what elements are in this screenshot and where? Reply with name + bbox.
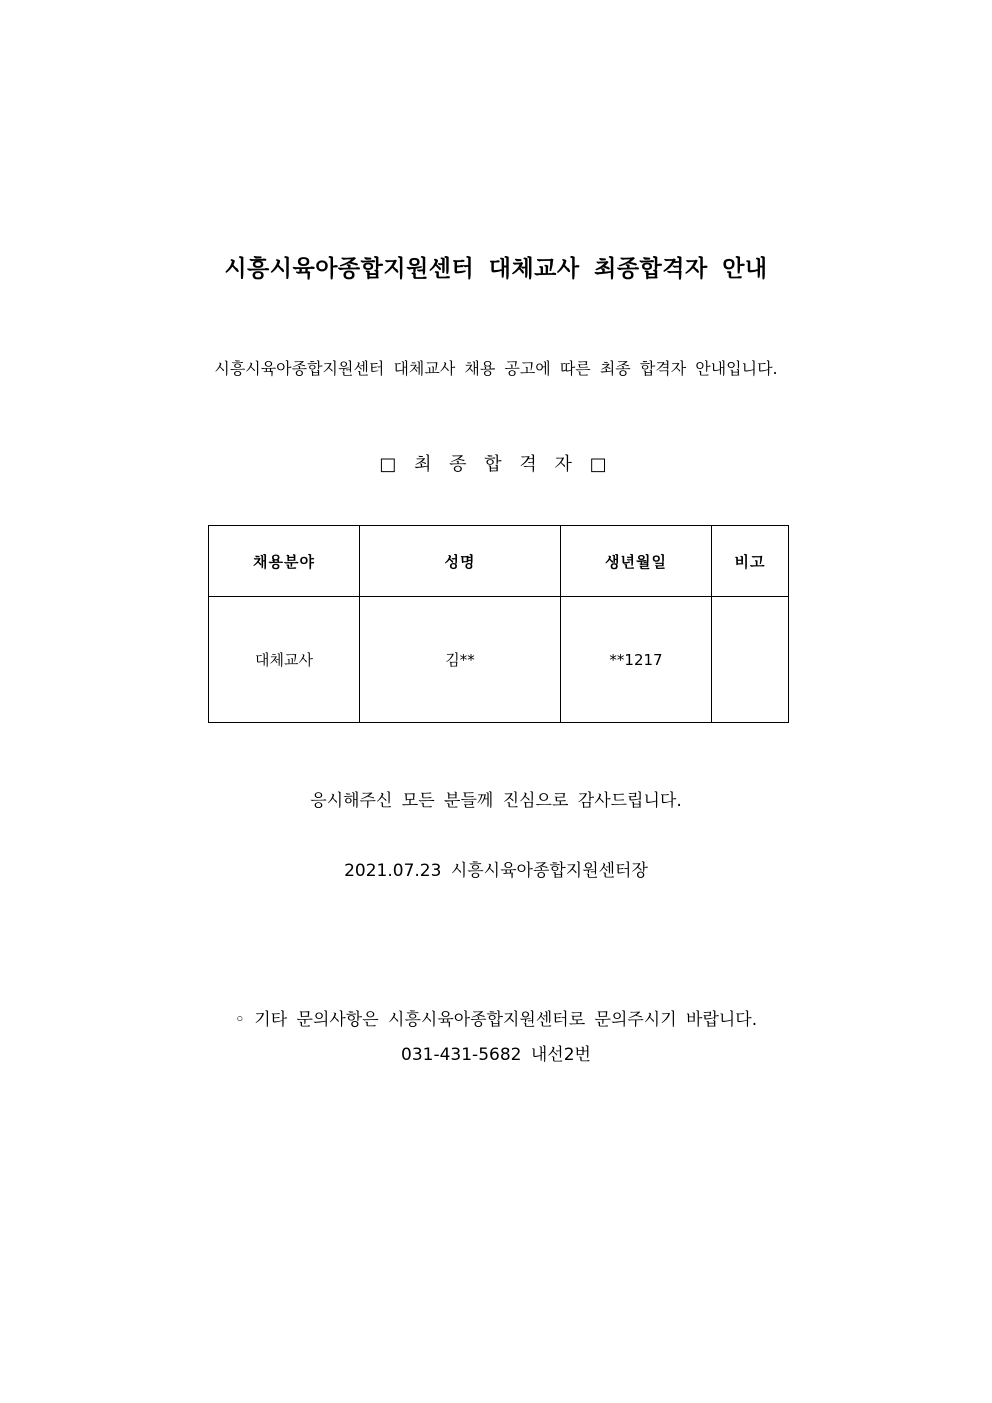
header-field: 채용분야	[209, 526, 360, 597]
contact-phone: 031-431-5682 내선2번	[401, 1045, 591, 1065]
document-title: 시흥시육아종합지원센터 대체교사 최종합격자 안내	[224, 256, 768, 282]
cell-name: 김**	[360, 597, 561, 723]
header-remarks: 비고	[712, 526, 789, 597]
cell-remarks	[712, 597, 789, 723]
header-birthdate: 생년월일	[561, 526, 712, 597]
contact-note: ◦ 기타 문의사항은 시흥시육아종합지원센터로 문의주시기 바랍니다.	[234, 1010, 758, 1030]
cell-birthdate: **1217	[561, 597, 712, 723]
table-row	[209, 597, 789, 723]
table-header-row	[209, 526, 789, 597]
cell-field: 대체교사	[209, 597, 360, 723]
section-heading: □ 최 종 합 격 자 □	[379, 454, 613, 475]
signature-text: 2021.07.23 시흥시육아종합지원센터장	[344, 861, 648, 881]
thanks-text: 응시해주신 모든 분들께 진심으로 감사드립니다.	[310, 791, 682, 811]
header-name: 성명	[360, 526, 561, 597]
result-table	[208, 525, 789, 723]
intro-text: 시흥시육아종합지원센터 대체교사 채용 공고에 따른 최종 합격자 안내입니다.	[214, 359, 778, 378]
